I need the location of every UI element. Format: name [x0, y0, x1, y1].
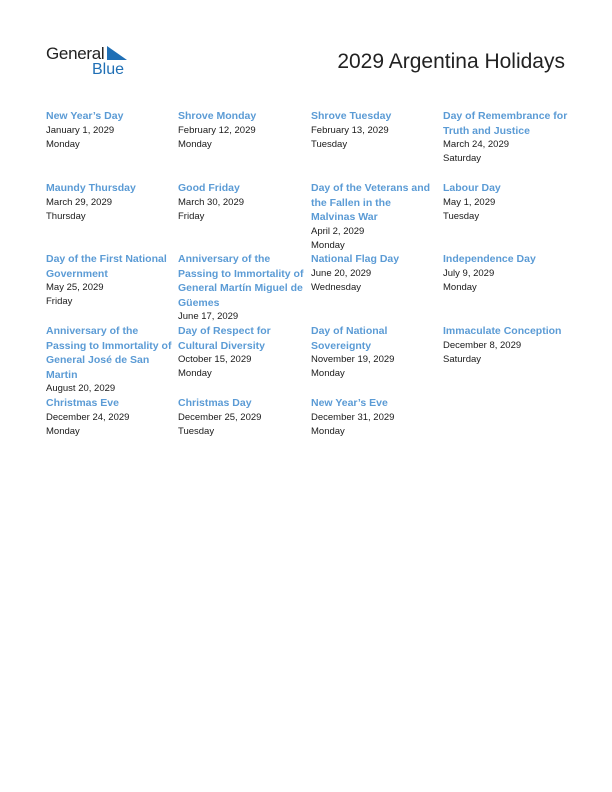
holiday-name: Christmas Day: [178, 397, 252, 409]
holiday-weekday: Monday: [311, 425, 345, 437]
brand-name-blue: Blue: [92, 61, 125, 78]
holiday-entry: [178, 324, 304, 381]
holiday-date: March 30, 2029: [178, 196, 245, 208]
holiday-name: Day of the Veterans and the Fallen in the Malvinas War: [311, 182, 431, 223]
holiday-weekday: Thursday: [46, 210, 86, 222]
holiday-date: April 2, 2029: [311, 225, 365, 237]
holiday-name: Anniversary of the Passing to Immortality of General José de San Martin: [46, 325, 172, 381]
holiday-name: New Year’s Eve: [311, 397, 388, 409]
holiday-name: Labour Day: [443, 182, 501, 194]
holiday-date: May 1, 2029: [443, 196, 496, 208]
holiday-date: December 8, 2029: [443, 339, 522, 351]
holiday-weekday: Friday: [178, 210, 205, 222]
page-title: 2029 Argentina Holidays: [337, 50, 565, 73]
holiday-entry: [46, 252, 172, 309]
holiday-weekday: Saturday: [443, 153, 482, 164]
holiday-name: Maundy Thursday: [46, 182, 136, 194]
holiday-date: July 9, 2029: [443, 267, 495, 279]
holiday-entry: [178, 396, 304, 439]
holiday-name: Day of National Sovereignty: [311, 325, 388, 352]
holiday-entry: [178, 109, 304, 152]
holiday-name: Day of Respect for Cultural Diversity: [178, 325, 271, 352]
holiday-entry: [311, 181, 437, 253]
holiday-date: November 19, 2029: [311, 354, 395, 365]
holiday-name: New Year’s Day: [46, 110, 124, 122]
holiday-name: Day of Remembrance for Truth and Justice: [443, 110, 568, 137]
holiday-name: National Flag Day: [311, 253, 400, 265]
holiday-weekday: Tuesday: [443, 210, 480, 222]
holiday-weekday: Monday: [311, 239, 345, 251]
holiday-weekday: Monday: [178, 138, 212, 150]
holiday-date: October 15, 2029: [178, 354, 252, 365]
holiday-date: January 1, 2029: [46, 124, 115, 136]
holiday-entry: [443, 252, 569, 295]
holiday-entry: [443, 324, 569, 367]
holiday-entry: [311, 252, 437, 295]
holiday-weekday: Monday: [178, 368, 212, 379]
holiday-weekday: Monday: [46, 138, 80, 150]
holiday-weekday: Tuesday: [178, 425, 215, 437]
holiday-weekday: Monday: [46, 425, 80, 437]
holiday-entry: [311, 324, 437, 381]
holiday-date: August 20, 2029: [46, 383, 116, 394]
holiday-entry: [443, 109, 569, 166]
holiday-date: June 17, 2029: [178, 311, 239, 322]
holiday-date: December 25, 2029: [178, 411, 262, 423]
holiday-entry: [46, 324, 172, 396]
holiday-weekday: Tuesday: [311, 138, 348, 150]
holiday-weekday: Wednesday: [311, 281, 361, 293]
holiday-date: March 24, 2029: [443, 139, 510, 150]
holiday-name: Shrove Monday: [178, 110, 257, 122]
holiday-entry: [443, 181, 569, 224]
holiday-name: Shrove Tuesday: [311, 110, 392, 122]
holiday-name: Day of the First National Government: [46, 253, 167, 280]
holiday-date: December 31, 2029: [311, 411, 395, 423]
holiday-entry: [311, 396, 437, 439]
brand-name-general: General: [46, 44, 105, 63]
holiday-entry: [178, 252, 304, 324]
holiday-weekday: Saturday: [443, 353, 482, 365]
holiday-entry: [46, 181, 172, 224]
holiday-name: Christmas Eve: [46, 397, 119, 409]
holiday-name: Anniversary of the Passing to Immortality of General Martín Miguel de Güemes: [178, 253, 304, 309]
holiday-entry: [46, 109, 172, 152]
brand-logo: [46, 44, 136, 80]
holiday-weekday: Monday: [443, 281, 477, 293]
holiday-name: Good Friday: [178, 182, 240, 194]
holiday-date: February 13, 2029: [311, 124, 389, 136]
holiday-entry: [178, 181, 304, 224]
holiday-date: March 29, 2029: [46, 196, 113, 208]
triangle-flag-icon: [107, 46, 127, 61]
holiday-name: Independence Day: [443, 253, 536, 265]
holiday-entry: [46, 396, 172, 439]
holiday-date: May 25, 2029: [46, 282, 104, 293]
holiday-date: December 24, 2029: [46, 411, 130, 423]
holiday-name: Immaculate Conception: [443, 325, 562, 337]
holiday-weekday: Monday: [311, 368, 345, 379]
holiday-weekday: Friday: [46, 296, 73, 307]
holiday-entry: [311, 109, 437, 152]
holiday-date: February 12, 2029: [178, 124, 256, 136]
holiday-date: June 20, 2029: [311, 267, 372, 279]
